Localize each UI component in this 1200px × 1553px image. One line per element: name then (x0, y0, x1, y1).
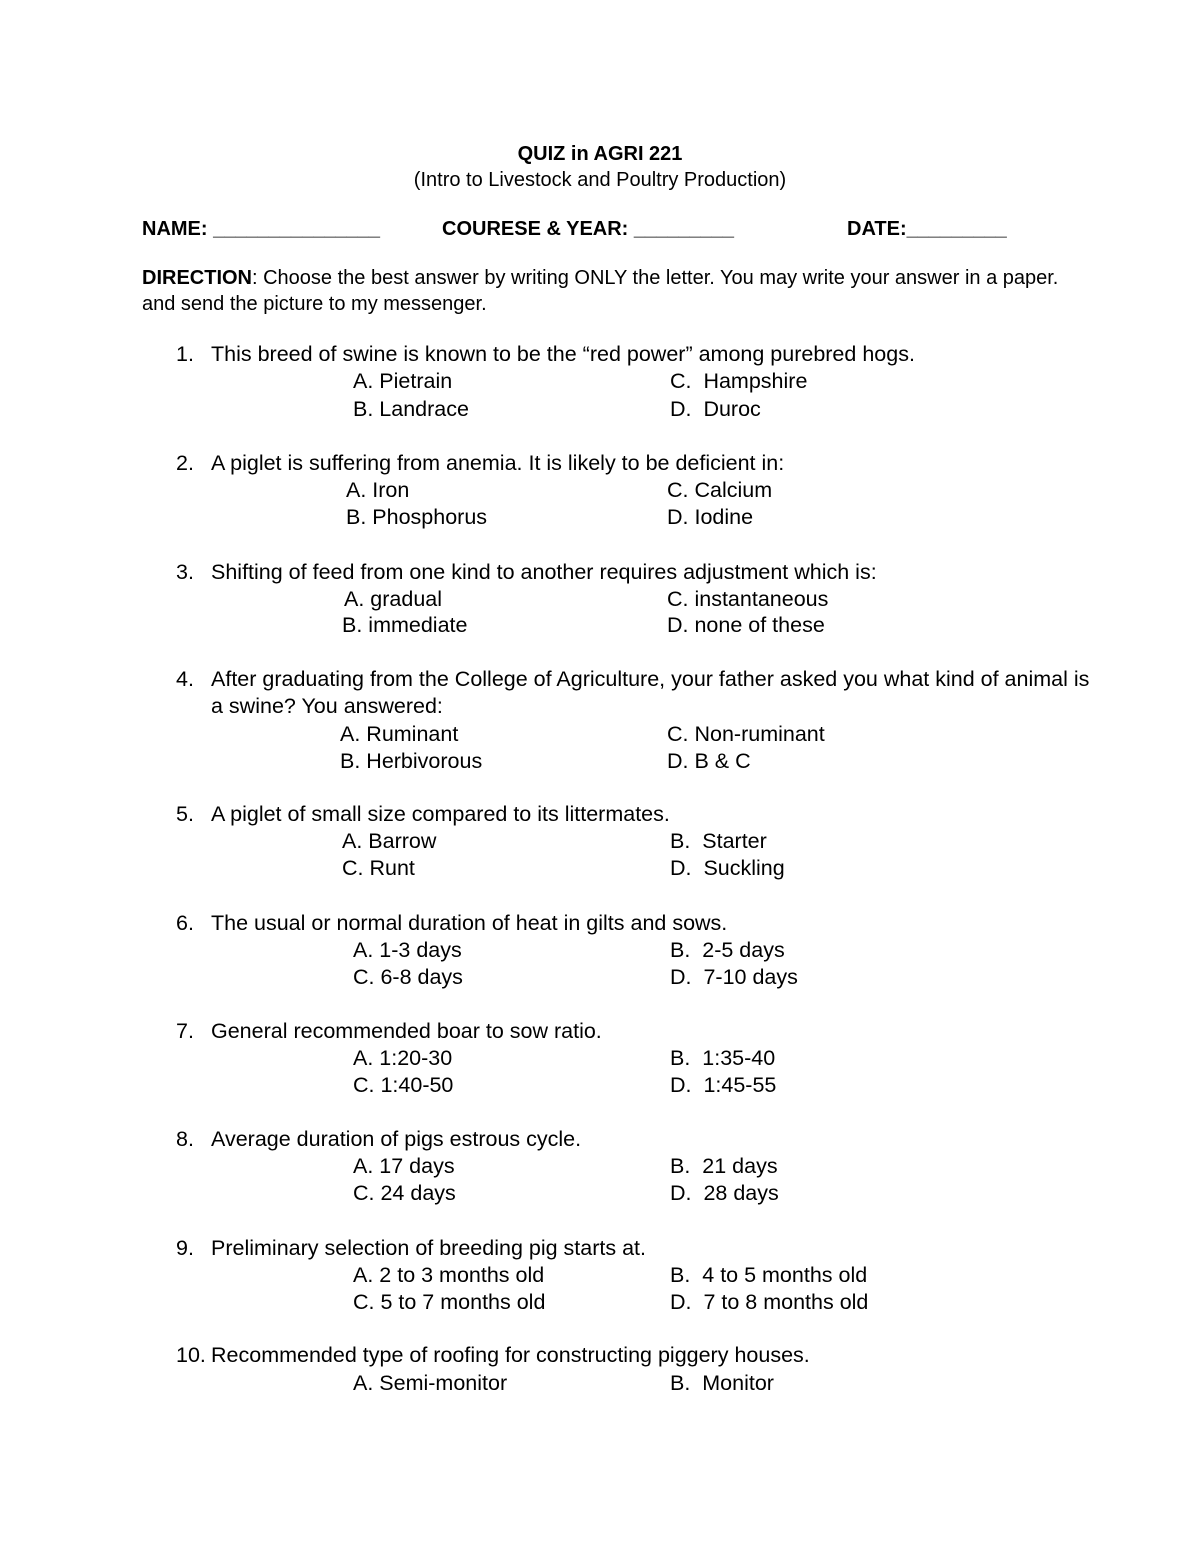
question-6-text: The usual or normal duration of heat in gilts and sows. (211, 911, 728, 935)
date-field: DATE:_________ (847, 218, 1007, 240)
question-8-option-c: C. 24 days (353, 1181, 456, 1205)
question-2-option-b: B. Phosphorus (346, 505, 488, 529)
question-8-option-d: D. 28 days (670, 1181, 779, 1205)
question-5-option-a: A. Barrow (342, 829, 437, 853)
question-9-option-b: B. 4 to 5 months old (670, 1263, 868, 1287)
question-8-number: 8. (176, 1127, 194, 1151)
question-3-option-b: B. immediate (342, 613, 468, 637)
question-5-option-c: C. Runt (342, 856, 415, 880)
question-4-number: 4. (176, 667, 194, 691)
question-6-option-b: B. 2-5 days (670, 938, 785, 962)
question-3-option-c: C. instantaneous (667, 587, 829, 611)
question-9-number: 9. (176, 1236, 194, 1260)
question-1-option-b: B. Landrace (353, 397, 469, 421)
question-4-option-d: D. B & C (667, 749, 751, 773)
direction-paragraph (142, 265, 1062, 317)
question-9-text: Preliminary selection of breeding pig starts at. (211, 1236, 646, 1260)
question-3-number: 3. (176, 560, 194, 584)
question-4-option-a: A. Ruminant (340, 722, 459, 746)
question-10-number: 10. (176, 1343, 206, 1367)
question-10-option-b: B. Monitor (670, 1371, 774, 1395)
question-2-number: 2. (176, 451, 194, 475)
question-7-option-c: C. 1:40-50 (353, 1073, 454, 1097)
question-5-option-d: D. Suckling (670, 856, 785, 880)
question-8-option-a: A. 17 days (353, 1154, 455, 1178)
question-9-option-a: A. 2 to 3 months old (353, 1263, 545, 1287)
quiz-subtitle: (Intro to Livestock and Poultry Production) (413, 169, 787, 191)
direction-text: : Choose the best answer by writing ONLY the letter. You may write your answer in a paper. and send the picture to my messenger. (142, 267, 1059, 315)
question-2-option-c: C. Calcium (667, 478, 773, 502)
quiz-title: QUIZ in AGRI 221 (517, 143, 683, 165)
question-9-option-c: C. 5 to 7 months old (353, 1290, 546, 1314)
question-1-number: 1. (176, 342, 194, 366)
question-4-text: After graduating from the College of Agriculture, your father asked you what kind of animal is a swine? You answered: (211, 667, 1090, 718)
question-7-option-a: A. 1:20-30 (353, 1046, 453, 1070)
question-6-option-d: D. 7-10 days (670, 965, 798, 989)
direction-label: DIRECTION (142, 267, 252, 289)
question-6-option-c: C. 6-8 days (353, 965, 463, 989)
question-7-number: 7. (176, 1019, 194, 1043)
question-3-option-a: A. gradual (344, 587, 443, 611)
question-1-option-d: D. Duroc (670, 397, 761, 421)
question-6-number: 6. (176, 911, 194, 935)
question-2-option-d: D. Iodine (667, 505, 754, 529)
question-9-option-d: D. 7 to 8 months old (670, 1290, 869, 1314)
question-8-text: Average duration of pigs estrous cycle. (211, 1127, 582, 1151)
question-7-option-d: D. 1:45-55 (670, 1073, 777, 1097)
question-2-option-a: A. Iron (346, 478, 410, 502)
question-1-text: This breed of swine is known to be the “red power” among purebred hogs. (211, 342, 915, 366)
question-6-option-a: A. 1-3 days (353, 938, 462, 962)
question-5-text: A piglet of small size compared to its littermates. (211, 802, 670, 826)
course-year-field: COURESE & YEAR: _________ (442, 218, 734, 240)
question-3-option-d: D. none of these (667, 613, 825, 637)
question-8-option-b: B. 21 days (670, 1154, 778, 1178)
question-4-option-b: B. Herbivorous (340, 749, 483, 773)
question-4-option-c: C. Non-ruminant (667, 722, 825, 746)
question-5-option-b: B. Starter (670, 829, 767, 853)
question-7-option-b: B. 1:35-40 (670, 1046, 776, 1070)
question-10-option-a: A. Semi-monitor (353, 1371, 508, 1395)
question-10-text: Recommended type of roofing for constructing piggery houses. (211, 1343, 810, 1367)
question-5-number: 5. (176, 802, 194, 826)
question-3-text: Shifting of feed from one kind to another requires adjustment which is: (211, 560, 877, 584)
name-field: NAME: _______________ (142, 218, 380, 240)
question-1-option-a: A. Pietrain (353, 369, 453, 393)
question-7-text: General recommended boar to sow ratio. (211, 1019, 602, 1043)
question-2-text: A piglet is suffering from anemia. It is likely to be deficient in: (211, 451, 785, 475)
question-1-option-c: C. Hampshire (670, 369, 808, 393)
